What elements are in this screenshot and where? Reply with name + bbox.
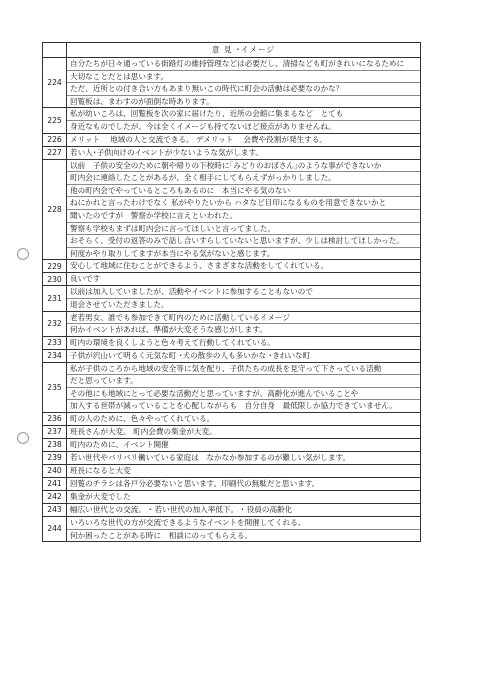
opinion-line: 何かイベントがあれば、準備が大変そうな感じがします。 <box>70 325 267 335</box>
opinion-line: おそらく、受付の返答のみで話し合いすらしていないと思いますが、少しは検討してほしかった。 <box>67 235 420 248</box>
table-row <box>43 349 421 362</box>
table-row <box>43 108 421 133</box>
table-row <box>43 58 421 108</box>
opinion-line: 自分たちが日々通っている街路灯の維持管理などは必要だし、清掃なども町がきれいになるために <box>67 58 420 71</box>
row-opinion: 班長さんが大変。 町内会費の集金が大変。 <box>67 426 421 439</box>
opinion-line: 老若男女、誰でも参加できて町内のために活動しているイメージ <box>67 312 420 325</box>
row-number: 226 <box>43 133 67 146</box>
table-row <box>43 260 421 273</box>
table-row <box>43 311 421 336</box>
row-opinion: 町内のために、イベント開催 <box>67 439 421 452</box>
row-number: 228 <box>43 159 67 260</box>
opinion-line: ただ、近所との付き合い方もあまり無いこの時代に町会の活動は必要なのかな？ <box>67 83 420 96</box>
table-header-row <box>43 43 421 58</box>
row-number: 243 <box>43 504 67 517</box>
row-number: 244 <box>43 517 67 542</box>
opinion-line: 大切なことだとは思います。 <box>67 71 420 84</box>
table-row <box>43 504 421 517</box>
opinion-line: 私が子供のころから地域の安全等に気を配り、子供たちの成長を見守って下さっている活動 <box>67 363 420 376</box>
row-number: 239 <box>43 452 67 465</box>
row-number: 225 <box>43 108 67 133</box>
table-row <box>43 362 421 412</box>
row-opinion: 良いです <box>67 273 421 286</box>
opinion-line: 加入する世帯が減っていることを心配しながらも 自分自身 最低限しか協力できていません。 <box>70 401 397 411</box>
row-number: 240 <box>43 465 67 478</box>
table-row <box>43 159 421 260</box>
row-number: 242 <box>43 491 67 504</box>
header-opinion-label: 意 見 ･イメージ <box>67 43 421 58</box>
row-opinion <box>67 311 421 336</box>
row-opinion: 若い人･子供向けのイベントが少ないような気がします。 <box>67 146 421 159</box>
opinion-line: だと思っています。 <box>67 375 420 388</box>
row-opinion: 幅広い世代との交流。 ･ 若い世代の加入率低下。 ･ 役員の高齢化 <box>67 504 421 517</box>
row-opinion: 町内の環境を良くしようと色々考えて行動してくれている。 <box>67 336 421 349</box>
row-number: 229 <box>43 260 67 273</box>
table-row <box>43 491 421 504</box>
opinion-line: 身近なものでしたが、今は全くイメージも持てないほど接点がありませんね。 <box>70 121 336 131</box>
table-body <box>43 58 421 542</box>
opinion-line: 私が幼いころは、回覧板を次の家に届けたり、近所の会館に集まるなど とても <box>67 108 420 121</box>
row-opinion <box>67 108 421 133</box>
row-opinion <box>67 362 421 412</box>
row-number: 234 <box>43 349 67 362</box>
table-row <box>43 413 421 426</box>
row-number: 241 <box>43 478 67 491</box>
row-opinion <box>67 286 421 311</box>
punch-hole <box>17 248 29 260</box>
table-row <box>43 478 421 491</box>
opinion-line: 警察も学校もまずは町内会に言ってほしいと言ってました。 <box>67 223 420 236</box>
table-row <box>43 286 421 311</box>
punch-hole <box>17 432 29 444</box>
row-number: 237 <box>43 426 67 439</box>
table-row <box>43 452 421 465</box>
table-row <box>43 517 421 542</box>
row-number: 235 <box>43 362 67 412</box>
row-number: 233 <box>43 336 67 349</box>
row-opinion: 回覧のチラシは各戸分必要ないと思います。印刷代の無駄だと思います。 <box>67 478 421 491</box>
table-row <box>43 146 421 159</box>
row-number: 230 <box>43 273 67 286</box>
row-opinion: メリット 地域の人と交流できる。 デメリット 会費や役割が発生する。 <box>67 133 421 146</box>
row-opinion: 安心して地域に住むことができるよう、さまざまな活動をしてくれている。 <box>67 260 421 273</box>
row-opinion: 若い世代やバリバリ働いている家庭は なかなか参加するのが難しい気がします。 <box>67 452 421 465</box>
table-row <box>43 426 421 439</box>
row-opinion <box>67 159 421 260</box>
row-opinion <box>67 517 421 542</box>
row-number: 232 <box>43 311 67 336</box>
survey-table <box>42 42 421 542</box>
opinion-line: 聞いたのですが 警察か学校に言えといわれた。 <box>67 210 420 223</box>
row-opinion: 子供が沢山いて明るく元気な町 ･犬の散歩の人も多いかな ･きれいな町 <box>67 349 421 362</box>
row-number: 238 <box>43 439 67 452</box>
table-row <box>43 133 421 146</box>
opinion-line: 何度かやり取りしてますが本当にやる気がないと感じます。 <box>70 248 275 258</box>
opinion-line: ねにかれと言ったわけでなく 私がやりたいから ハタなど目印になるものを用意できないかと <box>67 197 420 210</box>
row-opinion: 班長になると大変 <box>67 465 421 478</box>
opinion-line: 退会させていただきました。 <box>70 299 169 309</box>
row-number: 231 <box>43 286 67 311</box>
opinion-line: 何か困ったことがある時に 相談にのってもらえる。 <box>70 530 253 540</box>
table-row <box>43 465 421 478</box>
opinion-line: 町内会に連絡したことがあるが、全く相手にしてもらえずがっかりしました。 <box>67 172 420 185</box>
row-number: 236 <box>43 413 67 426</box>
table-row <box>43 273 421 286</box>
header-number-cell <box>43 43 67 58</box>
row-opinion <box>67 58 421 108</box>
opinion-line: 以前は加入していましたが、活動やイベントに参加することもないので <box>67 286 420 299</box>
table-row <box>43 336 421 349</box>
opinion-line: 回覧板は、まわすのが面倒な時あります。 <box>70 96 214 106</box>
row-opinion: 集金が大変でした <box>67 491 421 504</box>
opinion-line: 以前 子供の安全のために朝や帰りの下校時に｢みどりのおばさん｣のような事ができないか <box>67 160 420 173</box>
table-row <box>43 439 421 452</box>
row-number: 224 <box>43 58 67 108</box>
row-number: 227 <box>43 146 67 159</box>
opinion-line: いろいろな世代の方が交流できるようなイベントを開催してくれる。 <box>67 517 420 530</box>
opinion-line: その他にも地域にとって必要な活動だと思っていますが、高齢化が進んでいることや <box>67 388 420 401</box>
opinion-line: 他の町内会でやっているところもあるのに 本当にやる気のない <box>67 185 420 198</box>
row-opinion: 町の人のために、色々やってくれている。 <box>67 413 421 426</box>
